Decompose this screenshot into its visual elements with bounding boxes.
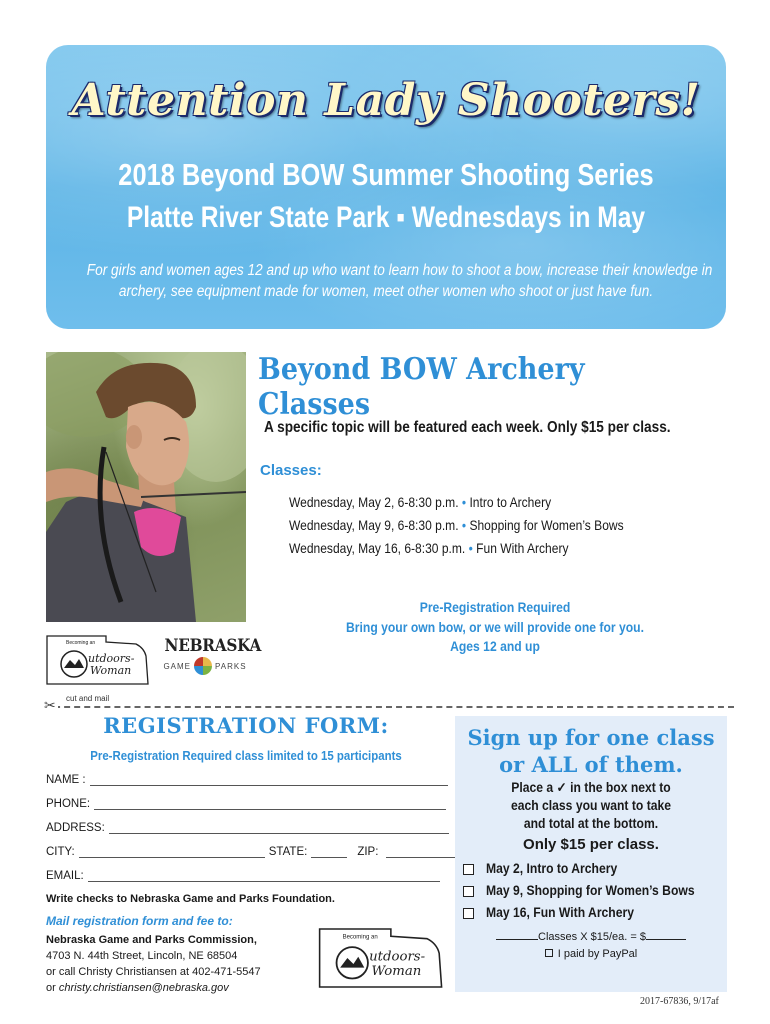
class-checkbox-list — [463, 858, 718, 924]
name-field[interactable] — [46, 774, 448, 786]
class-option-label: May 2, Intro to Archery — [486, 861, 618, 876]
class-option[interactable] — [463, 858, 718, 880]
archer-illustration — [46, 352, 246, 622]
instr-line-3: and total at the bottom. — [523, 816, 659, 831]
class-item — [289, 537, 624, 560]
game-parks-emblem-icon — [194, 657, 212, 675]
bullet-separator: • — [468, 540, 473, 556]
total-amount-input-line[interactable] — [646, 930, 686, 940]
state-label: STATE: — [268, 846, 308, 858]
price-note: Only $15 per class. — [523, 836, 659, 853]
city-input-line[interactable] — [79, 847, 265, 858]
class-count-input-line[interactable] — [496, 930, 538, 940]
instr-line-2: each class you want to take — [510, 798, 672, 813]
address-field[interactable] — [46, 822, 449, 834]
description-line-2: archery, see equipment made for women, meet other women who shoot or just have fun. — [118, 283, 654, 300]
paypal-label: I paid by PayPal — [557, 948, 638, 960]
city-label: CITY: — [46, 846, 75, 858]
zip-input-line[interactable] — [386, 847, 462, 858]
bullet-separator: • — [461, 494, 467, 510]
mail-to-label: Mail registration form and fee to: — [46, 914, 233, 928]
scissors-icon: ✂ — [44, 697, 56, 713]
nebraska-game-parks-logo — [160, 636, 262, 675]
archery-classes-heading: Beyond BOW Archery Classes — [258, 352, 585, 422]
ages-note: Ages 12 and up — [450, 639, 540, 654]
logo-top-text: Becoming an — [342, 934, 378, 941]
class-date: Wednesday, May 9, 6-8:30 p.m. — [289, 517, 459, 533]
phone-field[interactable] — [46, 798, 446, 810]
instr-line-1: Place a ✓ in the box next to — [511, 780, 671, 795]
classes-label: Classes: — [260, 462, 322, 479]
bring-bow-note: Bring your own bow, or we will provide one for you. — [346, 619, 644, 635]
becoming-outdoors-woman-logo-small — [316, 924, 444, 997]
logo-top-text: Becoming an — [66, 640, 96, 646]
address-line-4 — [46, 980, 261, 996]
paypal-checkbox[interactable] — [545, 949, 553, 957]
signup-panel — [455, 716, 727, 992]
class-option-label: May 9, Shopping for Women’s Bows — [486, 883, 695, 898]
name-label: NAME : — [46, 774, 86, 786]
address-input-line[interactable] — [109, 823, 449, 834]
email-input-line[interactable] — [88, 871, 440, 882]
signup-title-line-1: Sign up for one class — [467, 725, 715, 750]
document-code: 2017-67836, 9/17af — [640, 996, 719, 1007]
address-line-1: Nebraska Game and Parks Commission, — [46, 934, 257, 946]
banner-title: Attention Lady Shooters! — [71, 75, 701, 126]
class-item — [289, 514, 624, 537]
address-line-3: or call Christy Christiansen at 402-471-5547 — [46, 966, 261, 978]
logo-word-2: Woman — [371, 963, 422, 979]
archer-photo — [46, 352, 246, 622]
class-topic: Shopping for Women’s Bows — [469, 517, 624, 533]
signup-title — [455, 724, 727, 778]
cut-and-mail-label: cut and mail — [66, 694, 110, 703]
logo-word-1: utdoors- — [88, 652, 135, 665]
location-line: Platte River State Park ▪ Wednesdays in May — [126, 201, 646, 234]
class-date: Wednesday, May 2, 6-8:30 p.m. — [289, 494, 459, 510]
phone-input-line[interactable] — [94, 799, 446, 810]
class-schedule-list — [289, 491, 678, 560]
banner-description — [86, 260, 713, 302]
series-title: 2018 Beyond BOW Summer Shooting Series — [118, 157, 654, 192]
class-topic: Fun With Archery — [476, 540, 569, 556]
phone-label: PHONE: — [46, 798, 91, 810]
class-option[interactable] — [463, 880, 718, 902]
or-text: or — [46, 982, 56, 994]
header-banner — [46, 45, 726, 329]
class-date: Wednesday, May 16, 6-8:30 p.m. — [289, 540, 466, 556]
logo-word-2: Woman — [90, 664, 132, 677]
description-line-1: For girls and women ages 12 and up who want to learn how to shoot a bow, increase their knowledge in — [86, 262, 713, 279]
logo-word-1: utdoors- — [369, 949, 426, 965]
class-item — [289, 491, 624, 514]
email-label: EMAIL: — [46, 870, 84, 882]
email-field[interactable] — [46, 870, 440, 882]
nebraska-wordmark: NEBRASKA — [164, 636, 262, 656]
checkbox[interactable] — [463, 908, 474, 919]
classes-tagline: A specific topic will be featured each week. Only $15 per class. — [264, 419, 671, 436]
preregistration-notice — [290, 598, 700, 657]
cut-line — [44, 706, 734, 708]
contact-email-link[interactable]: christy.christiansen@nebraska.gov — [58, 982, 229, 994]
registration-form-title: REGISTRATION FORM: — [103, 713, 389, 738]
checkbox[interactable] — [463, 864, 474, 875]
state-input-line[interactable] — [311, 847, 347, 858]
zip-label: ZIP: — [357, 846, 379, 858]
write-checks-note: Write checks to Nebraska Game and Parks Foundation. — [46, 893, 335, 905]
prereg-required: Pre-Registration Required — [419, 600, 571, 615]
paypal-option[interactable] — [455, 948, 727, 960]
total-text: Classes X $15/ea. = $ — [538, 931, 646, 943]
name-input-line[interactable] — [90, 775, 448, 786]
class-topic: Intro to Archery — [469, 494, 552, 510]
total-line — [455, 930, 727, 943]
address-label: ADDRESS: — [46, 822, 105, 834]
signup-title-line-2: or ALL of them. — [499, 752, 683, 777]
mailing-address — [46, 932, 261, 996]
signup-instructions — [455, 779, 727, 833]
address-line-2: 4703 N. 44th Street, Lincoln, NE 68504 — [46, 950, 238, 962]
class-option[interactable] — [463, 902, 718, 924]
class-option-label: May 16, Fun With Archery — [486, 905, 634, 920]
game-label: GAME — [163, 661, 192, 671]
bullet-separator: • — [461, 517, 467, 533]
checkbox[interactable] — [463, 886, 474, 897]
city-state-zip-field[interactable] — [46, 846, 462, 858]
registration-subtitle: Pre-Registration Required class limited to 15 participants — [90, 748, 402, 763]
becoming-outdoors-woman-logo — [44, 632, 150, 693]
parks-label: PARKS — [215, 661, 247, 671]
